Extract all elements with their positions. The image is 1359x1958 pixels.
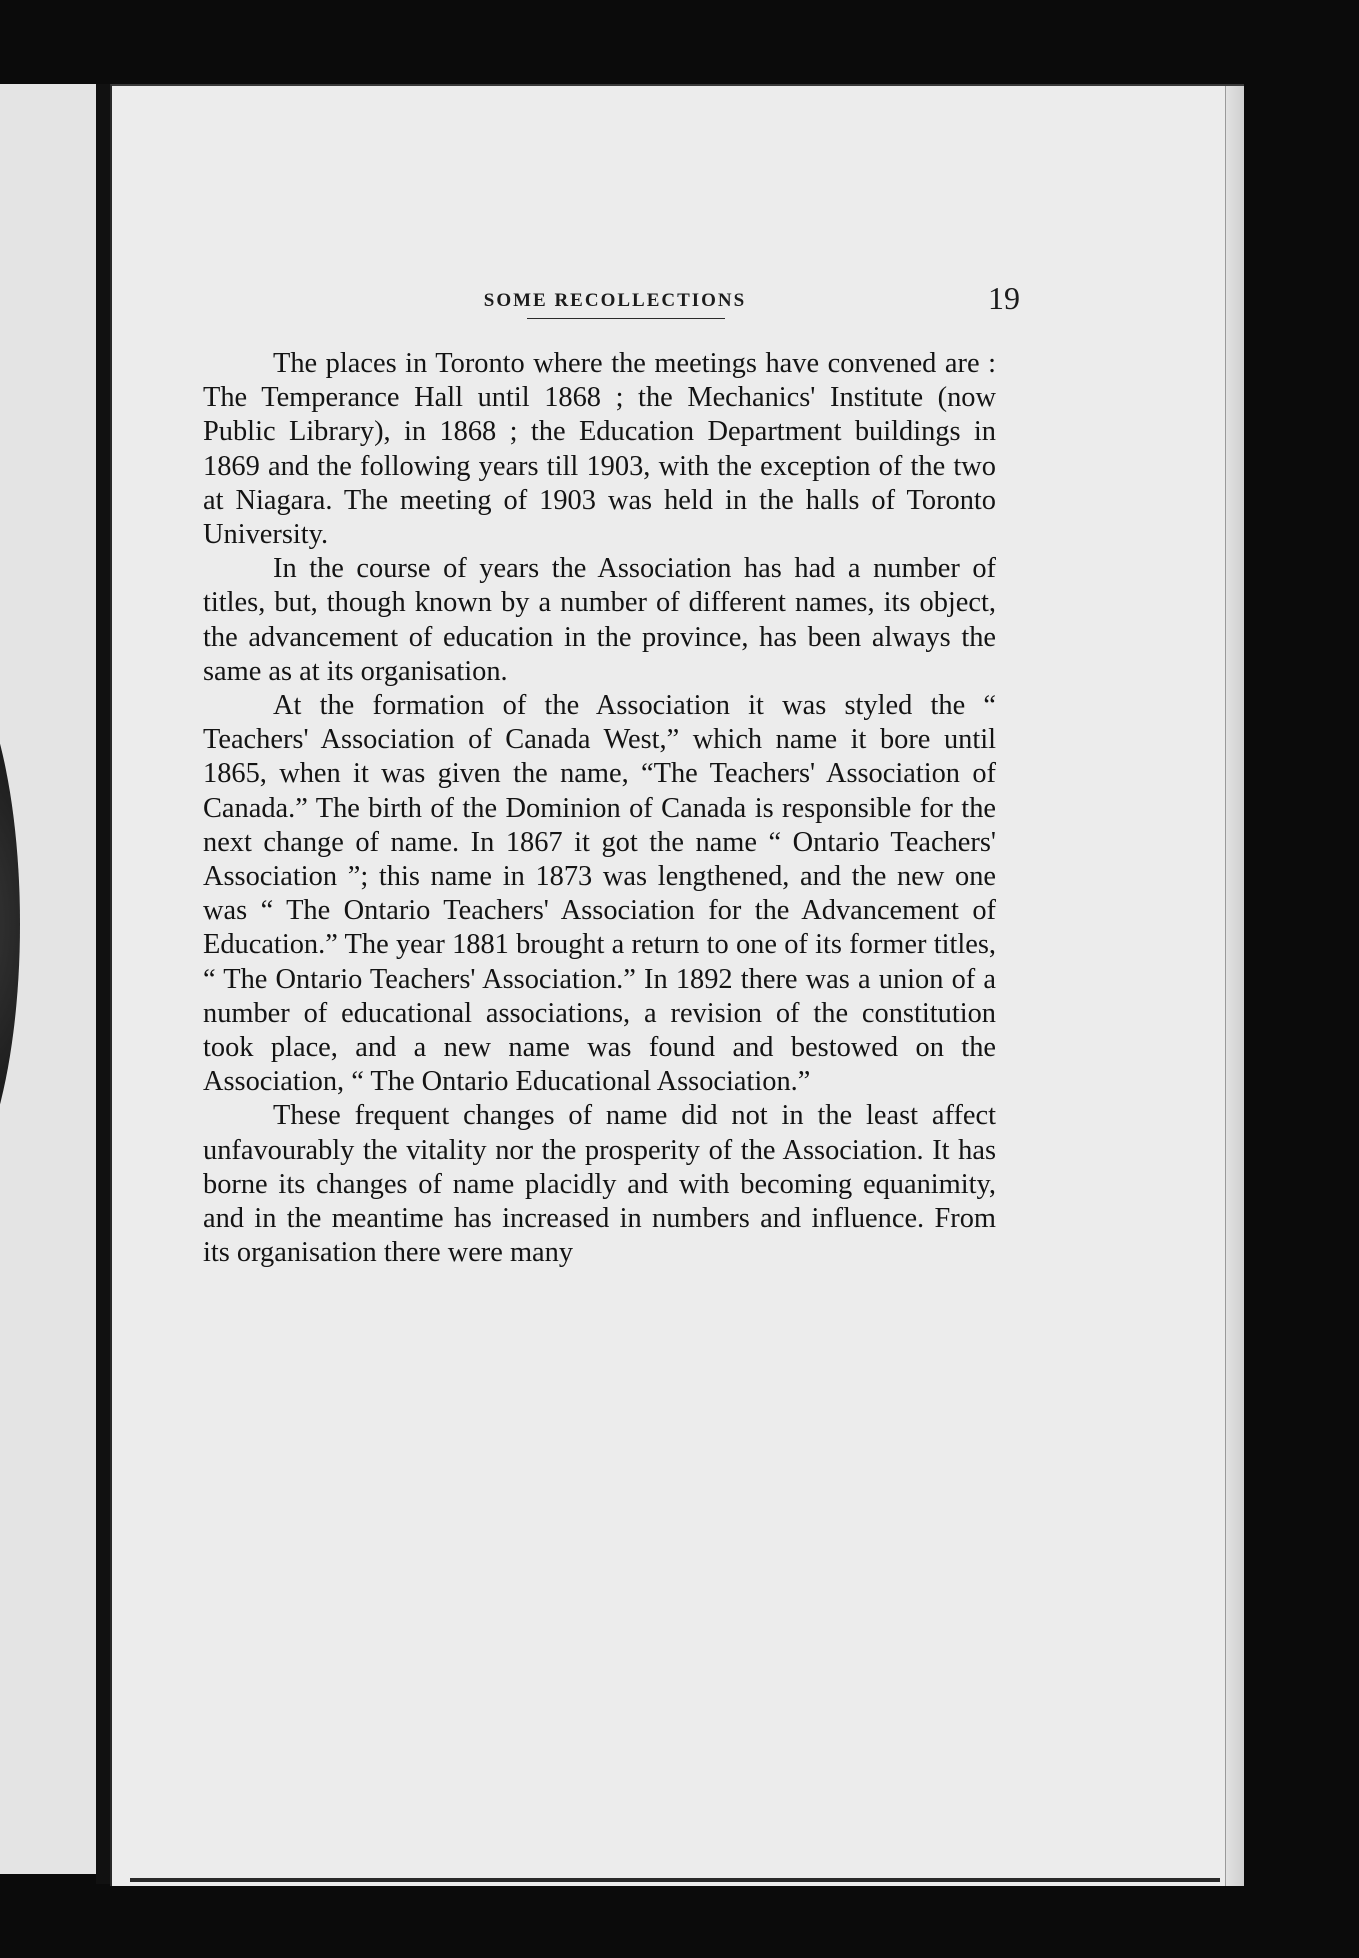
running-head-title: SOME RECOLLECTIONS	[483, 290, 747, 311]
facing-page-illustration	[0, 644, 20, 1204]
running-head	[200, 280, 1030, 320]
page-bottom-edge	[130, 1878, 1220, 1882]
paragraph: These frequent changes of name did not in the least affect unfavourably the vitality nor the prosperity of the Association. It has borne its changes of name placidly and with becoming equanimity, and in the meantime has increased in numbers and influence. From its organisation there were many	[203, 1100, 996, 1269]
paragraph: The places in Toronto where the meetings have convened are : The Temperance Hall until 1868 ; the Mechanics' Institute (now Public Library), in 1868 ; the Education Department buildings in 1869 and the following years till 1903, with the exception of the two at Niagara. The meeting of 1903 was held in the halls of Toronto University.	[203, 348, 996, 551]
book-gutter	[96, 84, 110, 1884]
facing-page-edge	[0, 84, 111, 1874]
running-head-rule	[527, 318, 725, 319]
paragraph: In the course of years the Association has had a number of titles, but, though known by a number of different names, its object, the advancement of education in the province, has been always the same as at its organisation.	[203, 553, 996, 687]
paragraph: At the formation of the Association it was styled the “ Teachers' Association of Canada West,” which name it bore until 1865, when it was given the name, “The Teachers' Association of Canada.” The birth of the Dominion of Canada is responsible for the next change of name. In 1867 it got the name “ Ontario Teachers' Association ”; this name in 1873 was lengthened, and the new one was “ The Ontario Teachers' Association for the Advancement of Education.” The year 1881 brought a return to one of its former titles, “ The Ontario Teachers' Association.” In 1892 there was a union of a number of educational associations, a revision of the constitution took place, and a new name was found and bestowed on the Association, “ The Ontario Educational Association.”	[203, 690, 996, 1098]
body-text	[203, 347, 996, 1270]
page-number: 19	[988, 280, 1020, 316]
